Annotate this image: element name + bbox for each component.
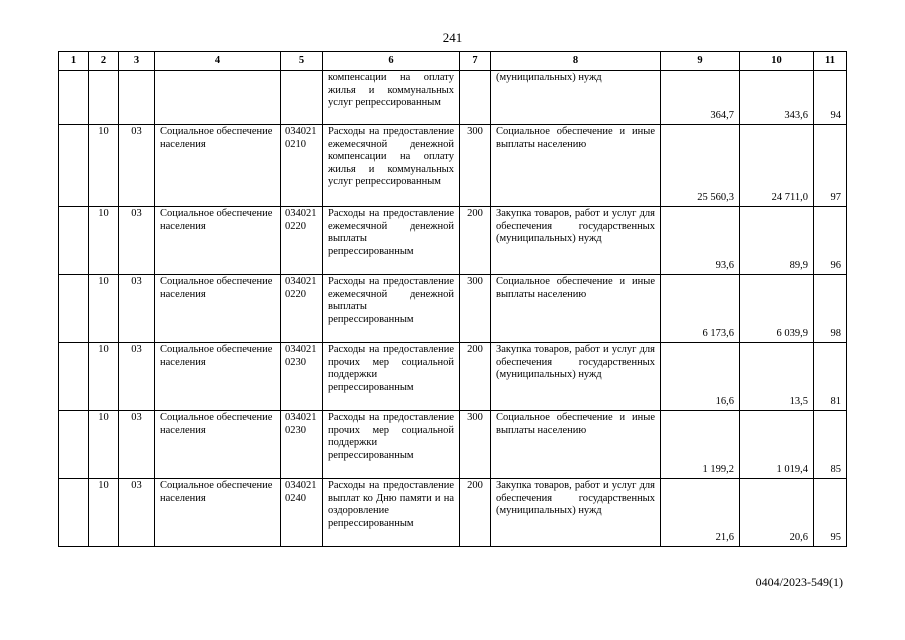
cell-subsection: 03 xyxy=(119,411,155,479)
cell-section-name xyxy=(155,71,281,125)
cell-section-name: Социальное обеспечение населения xyxy=(155,275,281,343)
cell-col1 xyxy=(59,411,89,479)
cell-subsection: 03 xyxy=(119,275,155,343)
cell-section-name: Социальное обеспечение населения xyxy=(155,125,281,207)
cell-percent: 94 xyxy=(814,71,847,125)
cell-percent: 98 xyxy=(814,275,847,343)
cell-col1 xyxy=(59,275,89,343)
cell-subsection: 03 xyxy=(119,125,155,207)
col-header-9: 9 xyxy=(661,52,740,71)
col-header-8: 8 xyxy=(491,52,661,71)
cell-target-code: 034021 0220 xyxy=(281,275,323,343)
page-number: 241 xyxy=(442,30,463,45)
cell-expense-type-code: 200 xyxy=(460,479,491,547)
cell-target-code: 034021 0230 xyxy=(281,411,323,479)
cell-subsection: 03 xyxy=(119,343,155,411)
cell-executed-amount: 1 019,4 xyxy=(740,411,814,479)
cell-expense-type-code: 300 xyxy=(460,411,491,479)
cell-subsection: 03 xyxy=(119,207,155,275)
cell-section-name: Социальное обеспечение населения xyxy=(155,207,281,275)
table-row xyxy=(59,343,847,411)
cell-executed-amount: 24 711,0 xyxy=(740,125,814,207)
col-header-4: 4 xyxy=(155,52,281,71)
cell-executed-amount: 20,6 xyxy=(740,479,814,547)
cell-col1 xyxy=(59,125,89,207)
cell-expense-type-name: Социальное обеспечение и иные выплаты населению xyxy=(491,411,661,479)
col-header-6: 6 xyxy=(323,52,460,71)
cell-executed-amount: 89,9 xyxy=(740,207,814,275)
document-id: 0404/2023-549(1) xyxy=(755,575,843,589)
cell-expense-description: Расходы на предоставление выплат ко Дню памяти и на оздоровление репрессированным xyxy=(323,479,460,547)
cell-expense-description: Расходы на предоставление прочих мер социальной поддержки репрессированным xyxy=(323,343,460,411)
table-row xyxy=(59,275,847,343)
cell-planned-amount: 1 199,2 xyxy=(661,411,740,479)
cell-expense-type-name: Социальное обеспечение и иные выплаты населению xyxy=(491,125,661,207)
table-row xyxy=(59,479,847,547)
cell-planned-amount: 25 560,3 xyxy=(661,125,740,207)
cell-expense-type-code: 200 xyxy=(460,343,491,411)
budget-table xyxy=(58,51,847,547)
cell-percent: 95 xyxy=(814,479,847,547)
cell-planned-amount: 21,6 xyxy=(661,479,740,547)
cell-executed-amount: 6 039,9 xyxy=(740,275,814,343)
table-row xyxy=(59,207,847,275)
cell-planned-amount: 16,6 xyxy=(661,343,740,411)
cell-percent: 81 xyxy=(814,343,847,411)
cell-subsection: 03 xyxy=(119,479,155,547)
cell-section: 10 xyxy=(89,343,119,411)
cell-expense-type-code: 300 xyxy=(460,275,491,343)
table-row xyxy=(59,71,847,125)
cell-target-code: 034021 0230 xyxy=(281,343,323,411)
cell-expense-type-name: Закупка товаров, работ и услуг для обеспечения государственных (муниципальных) нужд xyxy=(491,343,661,411)
cell-target-code xyxy=(281,71,323,125)
cell-section: 10 xyxy=(89,275,119,343)
cell-section xyxy=(89,71,119,125)
col-header-2: 2 xyxy=(89,52,119,71)
cell-col1 xyxy=(59,343,89,411)
cell-section-name: Социальное обеспечение населения xyxy=(155,479,281,547)
cell-executed-amount: 343,6 xyxy=(740,71,814,125)
cell-expense-type-code: 300 xyxy=(460,125,491,207)
cell-planned-amount: 6 173,6 xyxy=(661,275,740,343)
cell-target-code: 034021 0210 xyxy=(281,125,323,207)
cell-percent: 97 xyxy=(814,125,847,207)
col-header-3: 3 xyxy=(119,52,155,71)
cell-executed-amount: 13,5 xyxy=(740,343,814,411)
cell-section: 10 xyxy=(89,207,119,275)
cell-section: 10 xyxy=(89,479,119,547)
col-header-5: 5 xyxy=(281,52,323,71)
col-header-1: 1 xyxy=(59,52,89,71)
cell-target-code: 034021 0220 xyxy=(281,207,323,275)
cell-expense-type-code xyxy=(460,71,491,125)
table-row xyxy=(59,411,847,479)
cell-subsection xyxy=(119,71,155,125)
col-header-7: 7 xyxy=(460,52,491,71)
cell-expense-description: Расходы на предоставление прочих мер социальной поддержки репрессированным xyxy=(323,411,460,479)
cell-col1 xyxy=(59,207,89,275)
cell-planned-amount: 93,6 xyxy=(661,207,740,275)
cell-expense-description: Расходы на предоставление ежемесячной денежной компенсации на оплату жилья и коммунальных услуг репрессированным xyxy=(323,125,460,207)
cell-percent: 85 xyxy=(814,411,847,479)
cell-target-code: 034021 0240 xyxy=(281,479,323,547)
cell-col1 xyxy=(59,71,89,125)
cell-section: 10 xyxy=(89,411,119,479)
cell-section-name: Социальное обеспечение населения xyxy=(155,343,281,411)
cell-expense-type-name: Закупка товаров, работ и услуг для обеспечения государственных (муниципальных) нужд xyxy=(491,479,661,547)
cell-expense-type-code: 200 xyxy=(460,207,491,275)
cell-percent: 96 xyxy=(814,207,847,275)
header-row xyxy=(59,52,847,71)
col-header-10: 10 xyxy=(740,52,814,71)
cell-expense-description: Расходы на предоставление ежемесячной денежной выплаты репрессированным xyxy=(323,207,460,275)
cell-expense-type-name: Социальное обеспечение и иные выплаты населению xyxy=(491,275,661,343)
cell-expense-type-name: Закупка товаров, работ и услуг для обеспечения государственных (муниципальных) нужд xyxy=(491,207,661,275)
cell-section-name: Социальное обеспечение населения xyxy=(155,411,281,479)
cell-col1 xyxy=(59,479,89,547)
cell-expense-type-name: (муниципальных) нужд xyxy=(491,71,661,125)
cell-expense-description: Расходы на предоставление ежемесячной денежной выплаты репрессированным xyxy=(323,275,460,343)
cell-expense-description: компенсации на оплату жилья и коммунальных услуг репрессированным xyxy=(323,71,460,125)
col-header-11: 11 xyxy=(814,52,847,71)
table-row xyxy=(59,125,847,207)
cell-planned-amount: 364,7 xyxy=(661,71,740,125)
cell-section: 10 xyxy=(89,125,119,207)
